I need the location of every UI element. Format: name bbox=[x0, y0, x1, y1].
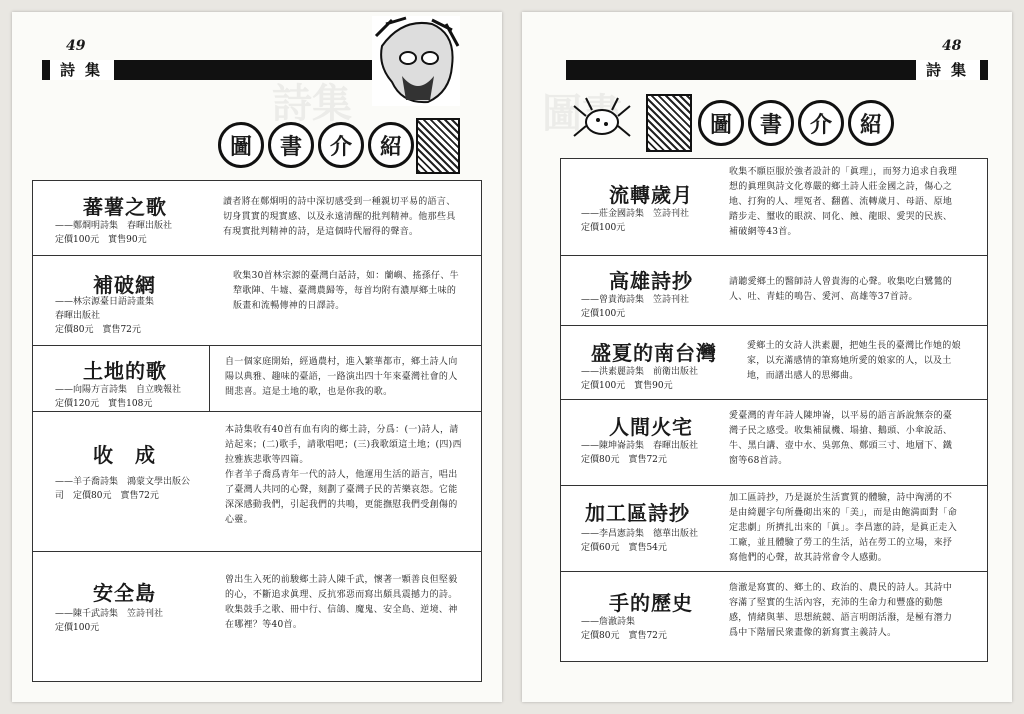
book-entry bbox=[561, 325, 987, 400]
header-circles bbox=[698, 100, 894, 146]
right-page bbox=[522, 12, 1012, 702]
book-meta: ——曾貴海詩集 笠詩刊社 定價100元 bbox=[581, 295, 690, 319]
book-title: 補破網 bbox=[93, 273, 156, 297]
book-title: 安全島 bbox=[93, 581, 156, 605]
book-description: 請聽愛鄉土的醫師詩人曾貴海的心聲。收集吃白鷺鷥的人、吐、青蛙的鳴告、愛河、高雄等37首詩。 bbox=[729, 277, 953, 302]
book-entry bbox=[561, 399, 987, 486]
book-title: 高雄詩抄 bbox=[609, 269, 693, 293]
book-entry bbox=[561, 571, 987, 661]
book-meta: ——洪素麗詩集 前衛出版社 定價100元 實售90元 bbox=[581, 367, 699, 391]
book-entry bbox=[33, 345, 481, 412]
section-title: 詩集 bbox=[916, 60, 980, 80]
book-entry bbox=[33, 181, 481, 256]
page-number: 48 bbox=[942, 38, 962, 54]
header-char: 介 bbox=[318, 122, 364, 168]
book-description: 加工區詩抄，乃是誕於生活實質的體驗，詩中洶湧的不是由綺麗字句所疊砌出來的「美」，而是由飽満面對「命定悲劇」所擠扎出來的「眞」。李昌憲的詩，是眞正走入工廠，並且體驗了勞工的生活，站在勞工的立場，來抒寫他們的心聲，故其詩常會令人感動。 bbox=[729, 493, 958, 563]
book-description: 讀者將在鄭烱明的詩中深切感受到一種親切平易的語言、切身貫實的現實感、以及永遠清醒的批判精神。他那些具有現實批判精神的詩，是這個時代層得的聲音。 bbox=[223, 197, 456, 237]
book-meta: ——陳坤崙詩集 春暉出版社 定價80元 實售72元 bbox=[581, 441, 699, 465]
book-entry bbox=[561, 159, 987, 256]
header-char: 圖 bbox=[698, 100, 744, 146]
book-description: 愛鄉土的女詩人洪素麗，把她生長的臺灣比作她的娘家，以充滿感情的筆寫她所愛的娘家的人，以及土地，而譜出感人的思鄉曲。 bbox=[747, 341, 961, 381]
header-char: 介 bbox=[798, 100, 844, 146]
header-char: 書 bbox=[748, 100, 794, 146]
header-char: 圖 bbox=[218, 122, 264, 168]
portrait-illustration-icon bbox=[372, 16, 460, 106]
book-title: 盛夏的南台灣 bbox=[591, 341, 717, 365]
section-title: 詩集 bbox=[50, 60, 114, 80]
book-meta: ——林宗源臺日語詩畫集 春暉出版社 定價80元 實售72元 bbox=[55, 297, 155, 335]
book-meta: ——詹澈詩集 定價80元 實售72元 bbox=[581, 617, 667, 641]
book-title: 蕃薯之歌 bbox=[83, 195, 167, 219]
header-char: 書 bbox=[268, 122, 314, 168]
book-meta: ——鄭烱明詩集 春暉出版社 定價100元 實售90元 bbox=[55, 221, 173, 245]
book-description: 收集30首林宗源的臺灣白話詩，如：蘭嶼、搖孫仔、牛犂歌陣、牛墟、臺灣農歸等，每首均附有濃厚鄉土味的版畫和流暢傳神的日譯詩。 bbox=[233, 271, 459, 311]
book-meta: ——向陽方言詩集 自立晚報社 定價120元 實售108元 bbox=[55, 385, 182, 409]
book-meta: ——莊金國詩集 笠詩刊社 定價100元 bbox=[581, 209, 690, 233]
book-description: 愛臺灣的青年詩人陳坤崙，以平易的語言訴說無奈的臺灣子民之感受。收集補鼠機、塌搶、鵝頭、小傘說話、牛、黑白講、壺中水、吳郭魚、鄭頭三寸、地層下、鐵窗等68首詩。 bbox=[729, 411, 953, 466]
book-title: 加工區詩抄 bbox=[585, 501, 690, 525]
divider bbox=[209, 345, 210, 411]
show-through: 圖書 bbox=[542, 91, 622, 137]
left-page bbox=[12, 12, 502, 702]
book-entry bbox=[33, 411, 481, 552]
header-char: 紹 bbox=[848, 100, 894, 146]
book-title: 流轉歲月 bbox=[609, 183, 693, 207]
book-title: 收 成 bbox=[93, 443, 156, 467]
book-description: 曾出生入死的前駿鄉土詩人陳千武，懷著一顆善良但堅毅的心，不斷追求眞理、反抗邪惡而寫出頗具震撼力的詩。收集鼓手之歌、冊中行、信鴿、魔鬼、安全島、逆境、神在哪裡？等40首。 bbox=[225, 575, 458, 630]
book-entry bbox=[561, 485, 987, 572]
woodcut-illustration-icon bbox=[646, 94, 692, 152]
book-title: 手的歷史 bbox=[609, 591, 693, 615]
page-number: 49 bbox=[66, 38, 86, 54]
book-description: 本詩集收有40首有血有肉的鄉土詩，分爲：(一)詩人，請站起來；(二)歌手，請歌唱吧；(三)我歌頌這土地；(四)西拉雅族悲歌等四篇。 作者羊子喬爲青年一代的詩人，他運用生活的語言，唱出了臺灣人共同的心聲，刻劃了臺灣子民的苦樂哀怨。它能深深感動我們，引起我們的共鳴，更能撫慰我們受創傷的心靈。 bbox=[225, 425, 462, 525]
book-description: 自一個家庭開始，經過農村，進入繁華都市，鄉土詩人向陽以典雅、趣味的臺語，一路演出四十年來臺灣社會的人間悲喜。這是土地的歌，也是你我的歌。 bbox=[225, 357, 458, 397]
book-title: 土地的歌 bbox=[83, 359, 167, 383]
header-char: 紹 bbox=[368, 122, 414, 168]
book-entry bbox=[33, 551, 481, 681]
book-list bbox=[560, 158, 988, 662]
book-description: 收集不願臣服於強者設計的「眞理」，而努力追求自我理想的眞理與詩文化尊嚴的鄉土詩人莊金國之詩，傷心之地、打狗的人、埋冤者、翻舊、流轉歲月、母語、原地踏步走、璽收的眼淚、同化、蝕、龍眼、愛哭的民族、補破網等43首。 bbox=[729, 167, 958, 237]
book-description: 詹澈是寫實的、鄉土的、政治的、農民的詩人。其詩中容滿了堅實的生活內容，充沛的生命力和豐盛的動態感，情緒與華、思想統競、語言明朗活潑，是極有潛力爲中下階層民衆畫像的新寫實主義詩人。 bbox=[729, 583, 953, 638]
book-list bbox=[32, 180, 482, 682]
section-bar bbox=[566, 60, 988, 80]
header-circles bbox=[218, 122, 414, 168]
section-bar bbox=[42, 60, 382, 80]
book-entry bbox=[561, 255, 987, 326]
book-meta: ——李昌憲詩集 德華出版社 定價60元 實售54元 bbox=[581, 529, 699, 553]
show-through: 詩集 bbox=[272, 81, 352, 127]
book-meta: ——陳千武詩集 笠詩刊社 定價100元 bbox=[55, 609, 164, 633]
book-entry bbox=[33, 255, 481, 346]
insect-illustration-icon bbox=[572, 96, 632, 146]
book-meta: ——羊子喬詩集 鴻蒙文學出版公司 定價80元 實售72元 bbox=[55, 477, 191, 501]
woodcut-illustration-icon bbox=[416, 118, 460, 174]
book-title: 人間火宅 bbox=[609, 415, 693, 439]
